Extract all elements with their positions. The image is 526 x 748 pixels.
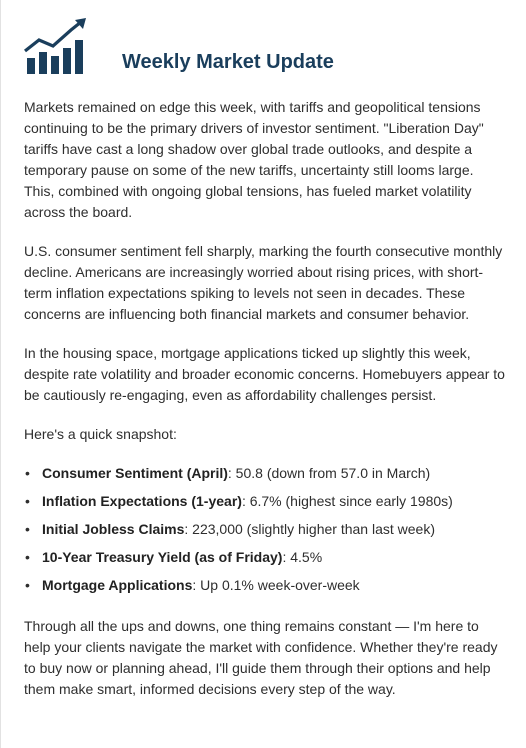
intro-paragraph: Markets remained on edge this week, with tariffs and geopolitical tensions continuing to be the primary drivers of investor sentiment. "Liberation Day" tariffs have cast a long shadow over global trade outlooks, and despite a temporary pause on some of the new tariffs, uncertainty still looms large. This, combined with ongoing global tensions, has fueled market volatility across the board. — [24, 99, 484, 220]
snapshot-value: : Up 0.1% week-over-week — [192, 577, 360, 593]
bullet-icon: • — [25, 465, 30, 481]
snapshot-value: : 6.7% (highest since early 1980s) — [241, 493, 453, 509]
bullet-icon: • — [25, 549, 30, 565]
snapshot-label: Consumer Sentiment (April) — [42, 465, 228, 481]
snapshot-label: Inflation Expectations (1-year) — [42, 493, 242, 509]
list-item — [24, 463, 506, 484]
list-item — [24, 547, 506, 568]
rising-bar-chart-arrow-icon — [23, 18, 87, 74]
closing-paragraph: Through all the ups and downs, one thing remains constant — I'm here to help your clients navigate the market with confidence. Whether they're ready to buy now or planning ahead, I'll guide them through their options and help them make smart, informed decisions every step of the way. — [24, 618, 498, 697]
bullet-icon: • — [25, 521, 30, 537]
article-body — [24, 97, 506, 718]
bullet-icon: • — [25, 493, 30, 509]
page-title: Weekly Market Update — [122, 51, 334, 73]
snapshot-list — [24, 463, 506, 596]
snapshot-value: : 4.5% — [282, 549, 323, 565]
list-item — [24, 575, 506, 596]
snapshot-value: : 50.8 (down from 57.0 in March) — [227, 465, 431, 481]
bullet-icon: • — [25, 577, 30, 593]
snapshot-label: 10-Year Treasury Yield (as of Friday) — [42, 549, 283, 565]
snapshot-label: Mortgage Applications — [42, 577, 193, 593]
header — [23, 18, 87, 74]
housing-paragraph: In the housing space, mortgage applications ticked up slightly this week, despite rate volatility and broader economic concerns. Homebuyers appear to be cautiously re-engaging, even as affordability challenges persist. — [24, 345, 505, 403]
list-item — [24, 519, 506, 540]
list-item — [24, 491, 506, 512]
snapshot-intro: Here's a quick snapshot: — [24, 426, 177, 442]
snapshot-label: Initial Jobless Claims — [42, 521, 185, 537]
consumer-sentiment-paragraph: U.S. consumer sentiment fell sharply, marking the fourth consecutive monthly decline. Americans are increasingly worried about rising prices, with short-term inflation expectations spiking to levels not seen in decades. These concerns are influencing both financial markets and consumer behavior. — [24, 243, 503, 322]
snapshot-value: : 223,000 (slightly higher than last week) — [184, 521, 435, 537]
